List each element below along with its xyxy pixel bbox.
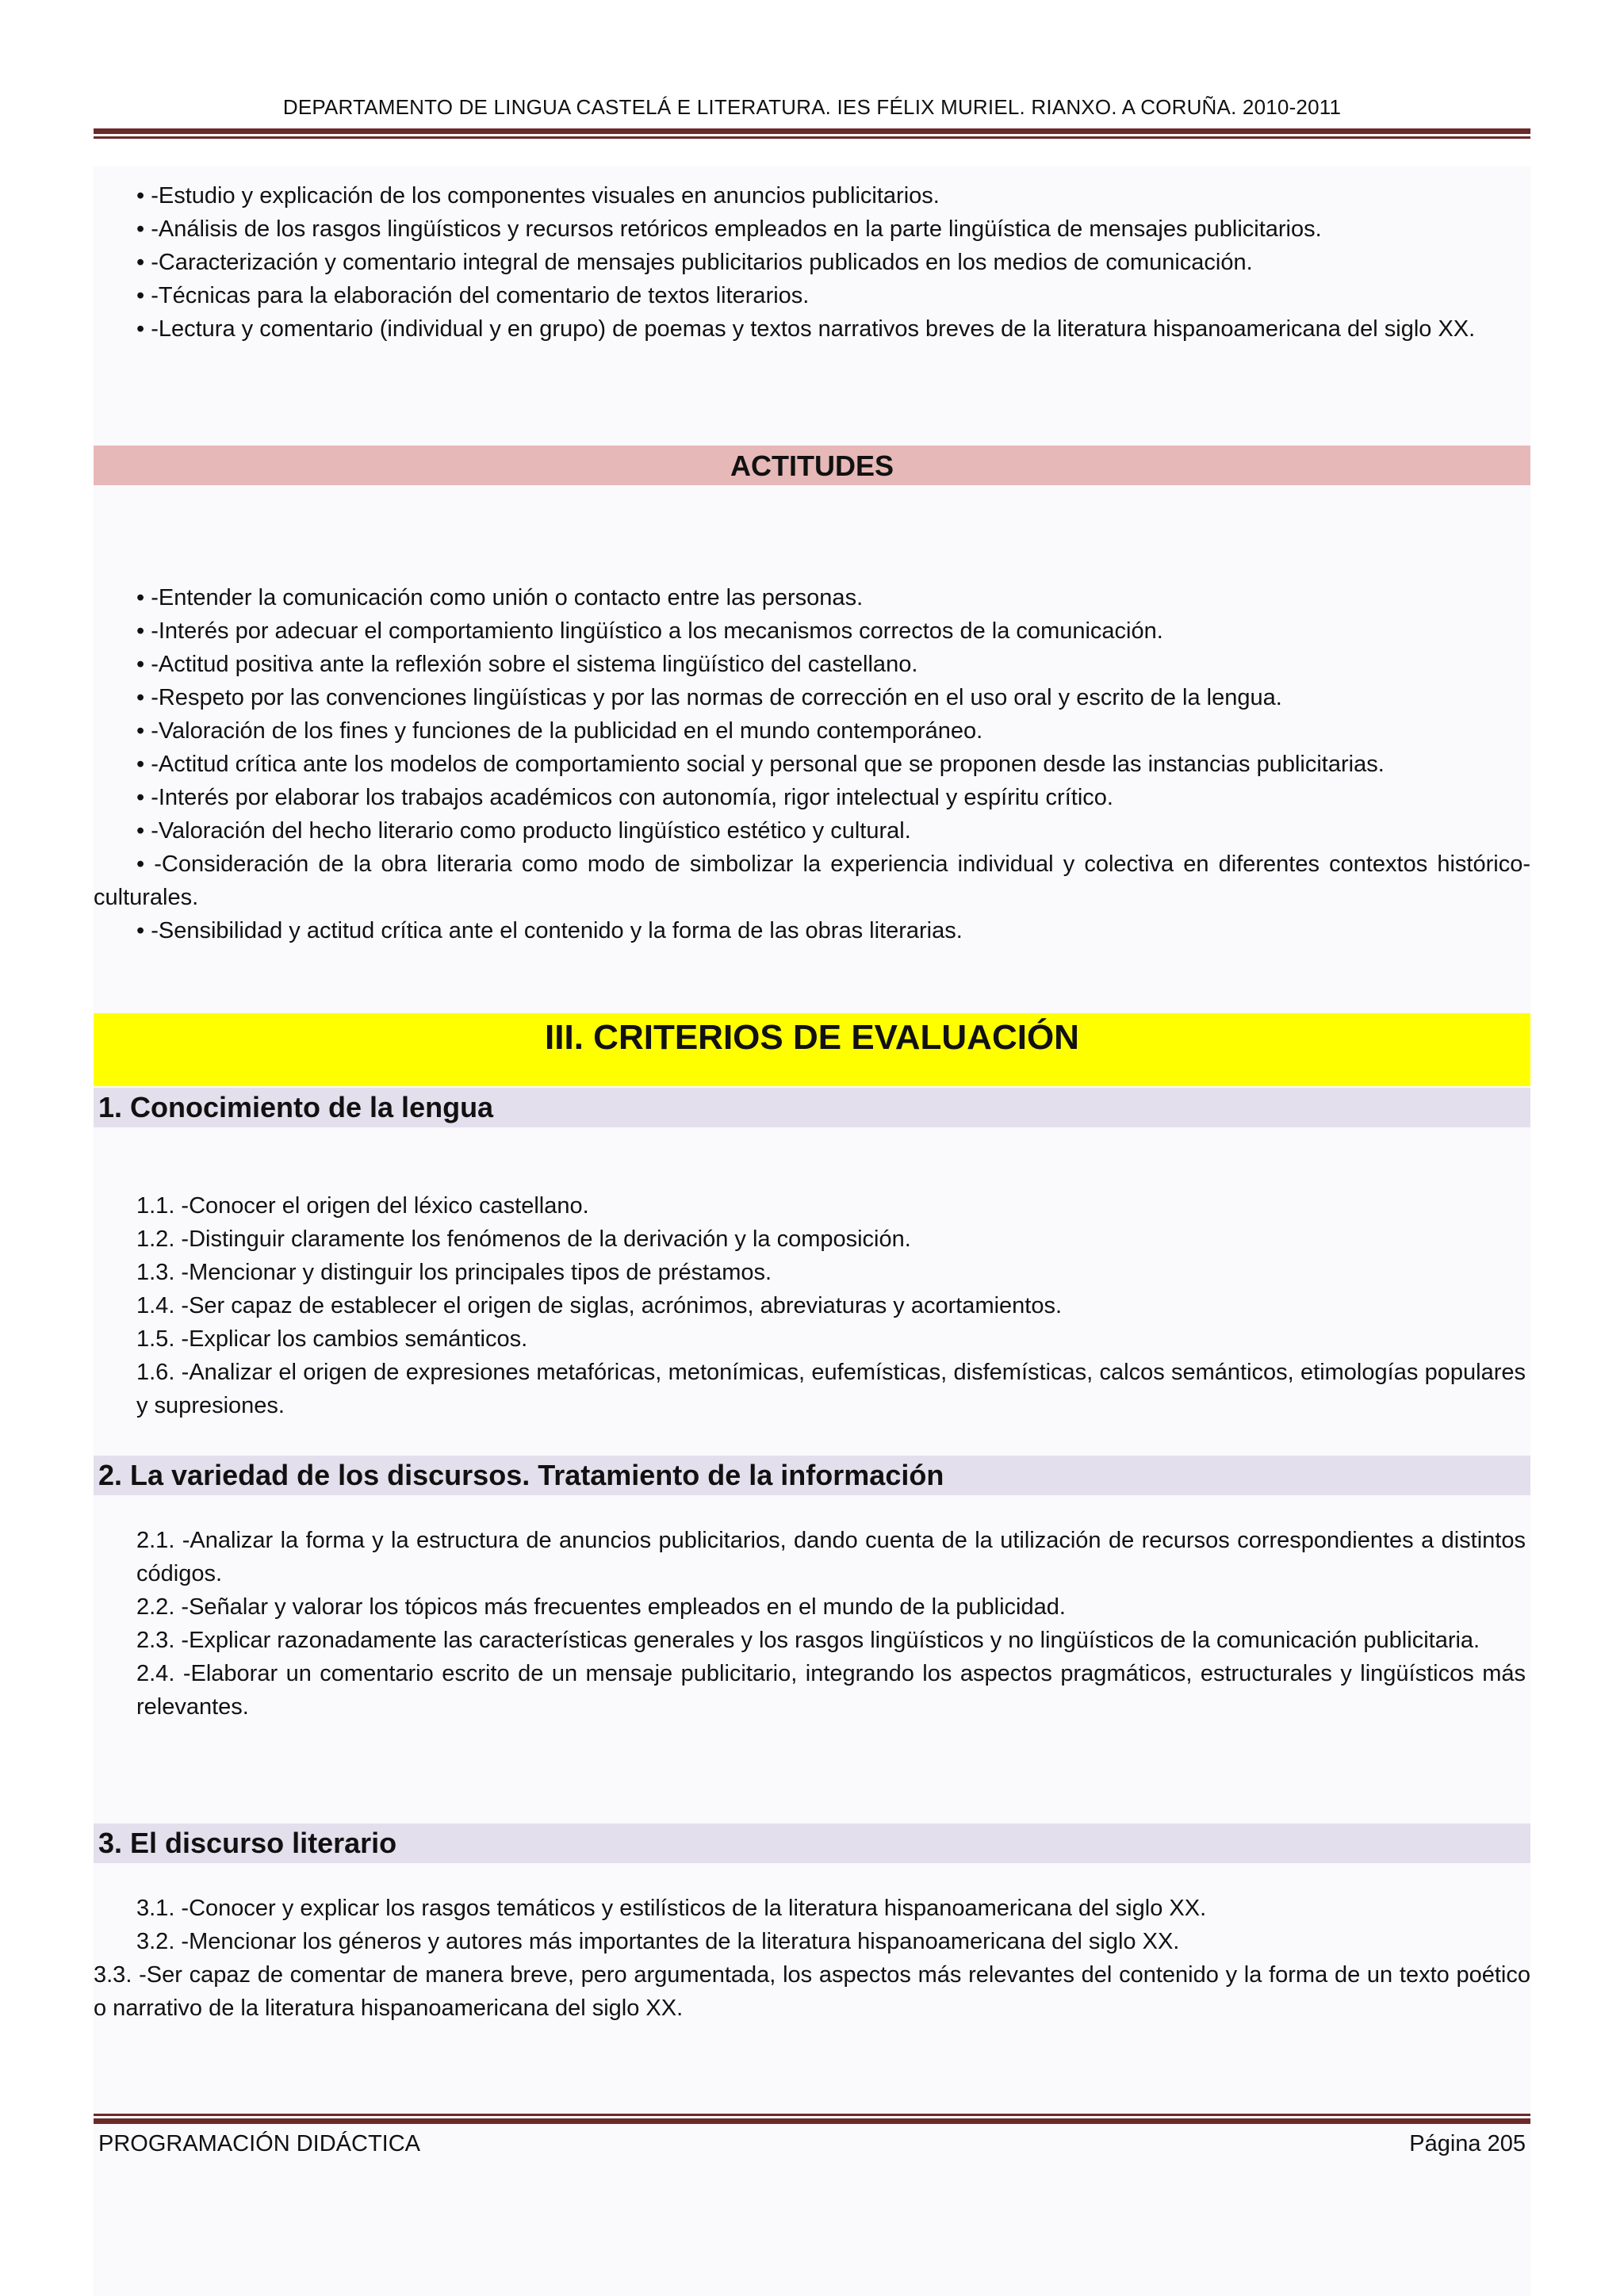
- header-rule-thin: [94, 136, 1530, 139]
- list-item: • -Actitud crítica ante los modelos de comportamiento social y personal que se proponen desde las instancias publicitarias.: [136, 752, 1385, 777]
- list-item: 1.2. -Distinguir claramente los fenómenos de la derivación y la composición.: [136, 1226, 911, 1252]
- page-header: DEPARTAMENTO DE LINGUA CASTELÁ E LITERATURA. IES FÉLIX MURIEL. RIANXO. A CORUÑA. 2010-2011: [282, 95, 1342, 119]
- list-item: • -Valoración de los fines y funciones de la publicidad en el mundo contemporáneo.: [136, 718, 983, 744]
- list-item: • -Respeto por las convenciones lingüísticas y por las normas de corrección en el uso oral y escrito de la lengua.: [136, 685, 1282, 710]
- list-item: • -Interés por adecuar el comportamiento lingüístico a los mecanismos correctos de la comunicación.: [136, 618, 1163, 644]
- list-item: • -Técnicas para la elaboración del comentario de textos literarios.: [136, 283, 810, 308]
- list-item: • -Lectura y comentario (individual y en grupo) de poemas y textos narrativos breves de la literatura hispanoamericana del siglo XX.: [136, 316, 1476, 342]
- list-item: 2.1. -Analizar la forma y la estructura de anuncios publicitarios, dando cuenta de la utilización de recursos correspondientes a distintos códigos.: [136, 1528, 1526, 1586]
- list-item: • -Actitud positiva ante la reflexión sobre el sistema lingüístico del castellano.: [136, 652, 918, 677]
- list-item: • -Sensibilidad y actitud crítica ante el contenido y la forma de las obras literarias.: [136, 918, 963, 943]
- criteria-list-2: [94, 1524, 1530, 1724]
- list-item: 1.1. -Conocer el origen del léxico castellano.: [136, 1193, 589, 1219]
- chapter-title: III. CRITERIOS DE EVALUACIÓN: [94, 1013, 1530, 1086]
- list-item: 1.6. -Analizar el origen de expresiones metafóricas, metonímicas, eufemísticas, disfemísticas, calcos semánticos, etimologías populares y supresiones.: [136, 1360, 1526, 1418]
- procedimientos-list: [94, 179, 1530, 346]
- list-item: • -Valoración del hecho literario como producto lingüístico estético y cultural.: [136, 818, 911, 844]
- criteria-list-3: [94, 1892, 1530, 2025]
- list-item: • -Análisis de los rasgos lingüísticos y recursos retóricos empleados en la parte lingüística de mensajes publicitarios.: [136, 216, 1322, 242]
- list-item: 3.2. -Mencionar los géneros y autores más importantes de la literatura hispanoamericana del siglo XX.: [136, 1929, 1180, 1954]
- section-title-actitudes: ACTITUDES: [94, 446, 1530, 485]
- list-item: 3.3. -Ser capaz de comentar de manera breve, pero argumentada, los aspectos más relevantes del contenido y la forma de un texto poético o narrativo de la literatura hispanoamericana del siglo XX.: [94, 1962, 1530, 2021]
- list-item: • -Consideración de la obra literaria como modo de simbolizar la experiencia individual y colectiva en diferentes contextos histórico-culturales.: [94, 851, 1530, 910]
- footer-title: PROGRAMACIÓN DIDÁCTICA: [98, 2131, 421, 2156]
- page-number: Página 205: [1409, 2131, 1526, 2156]
- list-item: 1.4. -Ser capaz de establecer el origen de siglas, acrónimos, abreviaturas y acortamientos.: [136, 1293, 1063, 1318]
- section-heading-3: 3. El discurso literario: [94, 1823, 1530, 1863]
- list-item: • -Estudio y explicación de los componentes visuales en anuncios publicitarios.: [136, 183, 940, 209]
- list-item: • -Entender la comunicación como unión o contacto entre las personas.: [136, 585, 864, 610]
- footer-rule-thick: [94, 2118, 1530, 2124]
- list-item: 3.1. -Conocer y explicar los rasgos temáticos y estilísticos de la literatura hispanoamericana del siglo XX.: [136, 1896, 1207, 1921]
- list-item: • -Interés por elaborar los trabajos académicos con autonomía, rigor intelectual y espíritu crítico.: [136, 785, 1113, 810]
- list-item: 2.4. -Elaborar un comentario escrito de un mensaje publicitario, integrando los aspectos pragmáticos, estructurales y lingüísticos más relevantes.: [136, 1661, 1526, 1720]
- section-heading-1: 1. Conocimiento de la lengua: [94, 1088, 1530, 1127]
- list-item: 1.3. -Mencionar y distinguir los principales tipos de préstamos.: [136, 1260, 772, 1285]
- list-item: 2.2. -Señalar y valorar los tópicos más frecuentes empleados en el mundo de la publicidad.: [136, 1594, 1066, 1620]
- list-item: • -Caracterización y comentario integral de mensajes publicitarios publicados en los medios de comunicación.: [136, 250, 1253, 275]
- list-item: 1.5. -Explicar los cambios semánticos.: [136, 1326, 528, 1352]
- list-item: 2.3. -Explicar razonadamente las características generales y los rasgos lingüísticos y no lingüísticos de la comunicación publicitaria.: [136, 1628, 1480, 1653]
- header-rule-thick: [94, 128, 1530, 134]
- section-heading-2: 2. La variedad de los discursos. Tratamiento de la información: [94, 1456, 1530, 1495]
- criteria-list-1: [94, 1189, 1530, 1422]
- footer-rule-thin: [94, 2114, 1530, 2116]
- actitudes-list: [94, 581, 1530, 947]
